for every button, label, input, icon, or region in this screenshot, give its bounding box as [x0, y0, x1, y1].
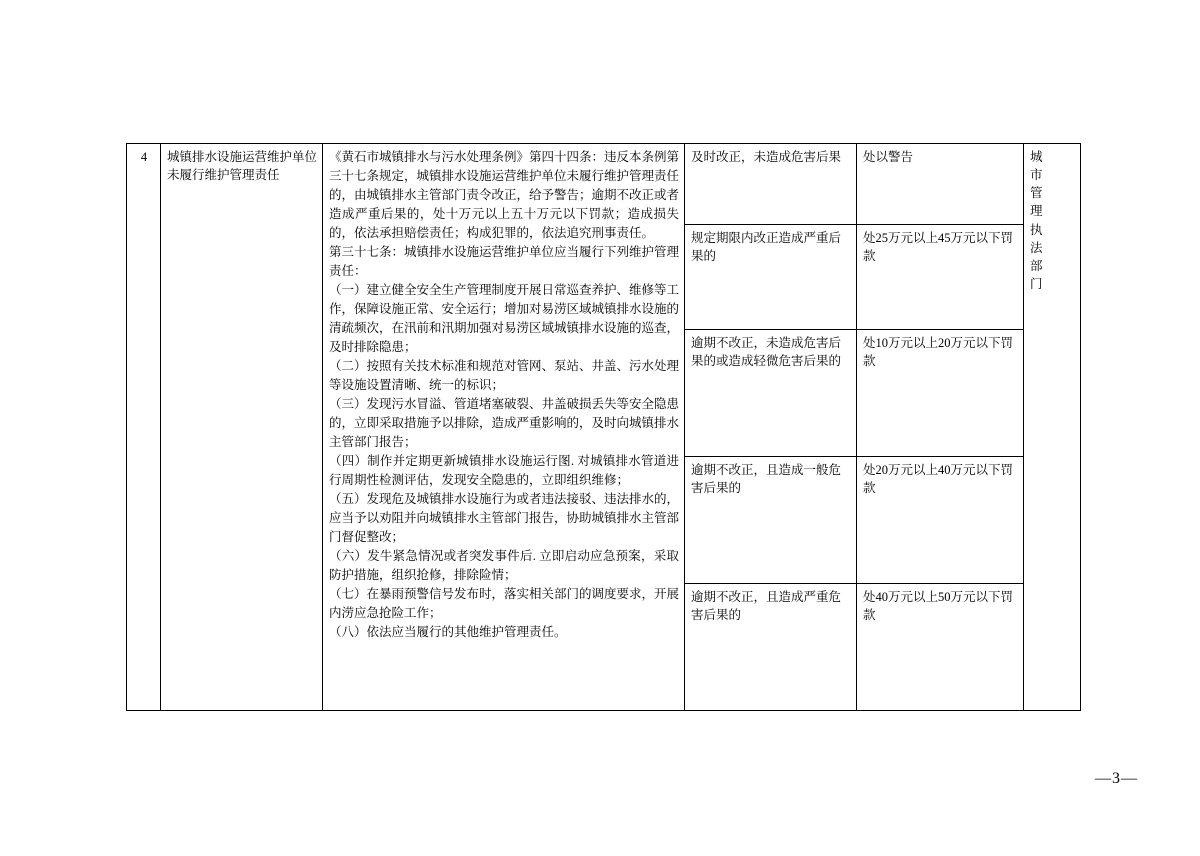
condition-cell: 逾期不改正，且造成一般危害后果的 — [685, 457, 857, 584]
legal-basis-paragraph: （七）在暴雨预警信号发布时，落实相关部门的调度要求，开展内涝应急抢险工作； — [329, 587, 680, 620]
legal-basis-paragraph: （一）建立健全安全生产管理制度开展日常巡查养护、维修等工作，保障设施正常、安全运行；增加对易涝区域城镇排水设施的清疏频次，在汛前和汛期加强对易涝区域城镇排水设施的巡查，及时排除隐患； — [329, 283, 680, 354]
row-number-cell: 4 — [127, 144, 161, 711]
condition-cell: 逾期不改正，且造成严重危害后果的 — [685, 584, 857, 711]
department-char: 理 — [1030, 204, 1043, 219]
penalty-cell: 处20万元以上40万元以下罚款 — [857, 457, 1024, 584]
department-char: 城 — [1030, 150, 1043, 164]
department-char: 门 — [1030, 276, 1043, 291]
item-name-cell: 城镇排水设施运营维护单位未履行维护管理责任 — [161, 144, 323, 711]
penalty-cell: 处以警告 — [857, 144, 1024, 225]
legal-basis-paragraph: （二）按照有关技术标准和规范对管网、泵站、井盖、污水处理等设施设置清晰、统一的标识； — [329, 359, 680, 392]
legal-basis-paragraph: （四）制作并定期更新城镇排水设施运行图. 对城镇排水管道进行周期性检测评估，发现安全隐患的，立即组织维修； — [329, 454, 679, 487]
penalty-cell: 处40万元以上50万元以下罚款 — [857, 584, 1024, 711]
department-char: 部 — [1030, 258, 1043, 273]
table-row — [127, 144, 1081, 225]
department-cell — [1024, 144, 1081, 711]
legal-basis-paragraph: 第三十七条：城镇排水设施运营维护单位应当履行下列维护管理责任： — [329, 245, 680, 278]
legal-basis-paragraph: （五）发现危及城镇排水设施行为或者违法接驳、违法排水的，应当予以劝阻并向城镇排水主管部门报告，协助城镇排水主管部门督促整改； — [329, 492, 680, 544]
department-char: 市 — [1030, 168, 1043, 183]
condition-cell: 逾期不改正，未造成危害后果的或造成轻微危害后果的 — [685, 330, 857, 457]
department-char: 执 — [1030, 222, 1043, 237]
penalty-discretion-table — [126, 143, 1081, 711]
department-char: 法 — [1030, 240, 1043, 255]
legal-basis-paragraph: 《黄石市城镇排水与污水处理条例》第四十四条：违反本条例第三十七条规定，城镇排水设施运营维护单位未履行维护管理责任的，由城镇排水主管部门责令改正，给予警告；逾期不改正或者造成严重后果的，处十万元以上五十万元以下罚款；造成损失的，依法承担赔偿责任；构成犯罪的，依法追究刑事责任。 — [329, 150, 680, 240]
legal-basis-paragraph: （八）依法应当履行的其他维护管理责任。 — [329, 625, 567, 639]
penalty-cell: 处25万元以上45万元以下罚款 — [857, 225, 1024, 330]
department-char: 管 — [1030, 186, 1043, 201]
condition-cell: 及时改正，未造成危害后果 — [685, 144, 857, 225]
legal-basis-cell — [323, 144, 685, 711]
condition-cell: 规定期限内改正造成严重后果的 — [685, 225, 857, 330]
penalty-cell: 处10万元以上20万元以下罚款 — [857, 330, 1024, 457]
legal-basis-paragraph: （六）发牛紧急情况或者突发事件后. 立即启动应急预案，采取防护措施，组织抢修，排除险情； — [329, 549, 679, 582]
legal-basis-paragraph: （三）发现污水冒溢、管道堵塞破裂、井盖破损丢失等安全隐患的，立即采取措施予以排除，造成严重影响的，及时向城镇排水主管部门报告； — [329, 397, 680, 449]
page-number: —3— — [1095, 770, 1138, 787]
